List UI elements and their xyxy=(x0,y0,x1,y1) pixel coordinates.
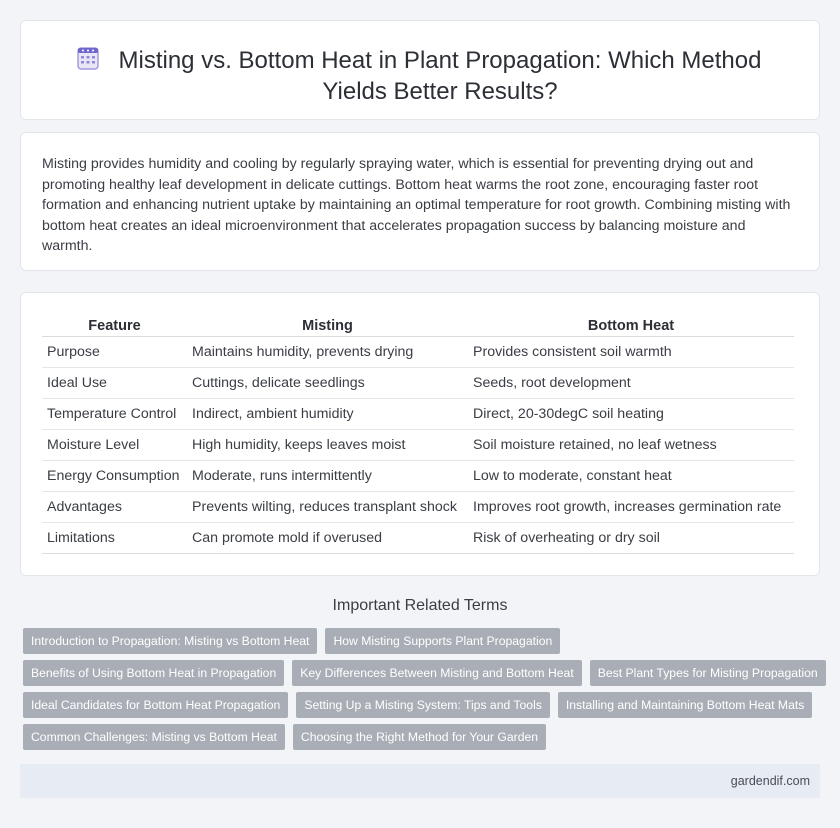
site-name: gardendif.com xyxy=(730,774,810,788)
table-cell: Low to moderate, constant heat xyxy=(468,460,794,491)
chip-row xyxy=(23,692,823,718)
table-cell: Temperature Control xyxy=(42,398,187,429)
table-cell: Cuttings, delicate seedlings xyxy=(187,367,468,398)
table-cell: Improves root growth, increases germination rate xyxy=(468,491,794,522)
page-title: Misting vs. Bottom Heat in Plant Propagation: Which Method Yields Better Results? xyxy=(118,47,762,105)
table-cell: Purpose xyxy=(42,336,187,367)
table-cell: Risk of overheating or dry soil xyxy=(468,522,794,553)
related-term-link[interactable]: Setting Up a Misting System: Tips and Tools xyxy=(296,692,550,718)
table-cell: Soil moisture retained, no leaf wetness xyxy=(468,429,794,460)
table-row xyxy=(42,336,794,367)
related-term-link[interactable]: Common Challenges: Misting vs Bottom Heat xyxy=(23,724,285,750)
table-row xyxy=(42,429,794,460)
related-term-link[interactable]: Best Plant Types for Misting Propagation xyxy=(590,660,826,686)
table-row xyxy=(42,367,794,398)
related-term-link[interactable]: Installing and Maintaining Bottom Heat Mats xyxy=(558,692,812,718)
related-term-link[interactable]: Introduction to Propagation: Misting vs Bottom Heat xyxy=(23,628,317,654)
comparison-table xyxy=(42,316,794,554)
table-cell: Moderate, runs intermittently xyxy=(187,460,468,491)
footer xyxy=(20,764,820,798)
related-term-link[interactable]: Ideal Candidates for Bottom Heat Propagation xyxy=(23,692,288,718)
table-cell: Moisture Level xyxy=(42,429,187,460)
table-header-row xyxy=(42,316,794,336)
table-cell: High humidity, keeps leaves moist xyxy=(187,429,468,460)
intro-paragraph: Misting provides humidity and cooling by regularly spraying water, which is essential for preventing drying out and promoting healthy leaf development in delicate cuttings. Bottom heat warms the root zone, encouraging faster root formation and enhancing nutrient uptake by maintaining an optimal temperature for root growth. Combining misting with bottom heat creates an ideal microenvironment that accelerates propagation success by balancing moisture and warmth. xyxy=(42,156,791,254)
intro-card xyxy=(20,132,820,271)
table-cell: Indirect, ambient humidity xyxy=(187,398,468,429)
table-cell: Direct, 20-30degC soil heating xyxy=(468,398,794,429)
related-term-link[interactable]: How Misting Supports Plant Propagation xyxy=(325,628,560,654)
table-cell: Can promote mold if overused xyxy=(187,522,468,553)
related-term-link[interactable]: Benefits of Using Bottom Heat in Propagation xyxy=(23,660,284,686)
table-row xyxy=(42,491,794,522)
table-cell: Limitations xyxy=(42,522,187,553)
table-cell: Advantages xyxy=(42,491,187,522)
table-cell: Prevents wilting, reduces transplant shock xyxy=(187,491,468,522)
table-cell: Energy Consumption xyxy=(42,460,187,491)
comparison-table-card xyxy=(20,292,820,576)
related-terms-list xyxy=(23,628,823,756)
related-terms-heading: Important Related Terms xyxy=(332,597,508,614)
table-row xyxy=(42,460,794,491)
table-cell: Provides consistent soil warmth xyxy=(468,336,794,367)
table-cell: Ideal Use xyxy=(42,367,187,398)
title-wrap xyxy=(21,45,819,107)
title-card xyxy=(20,20,820,120)
table-row xyxy=(42,398,794,429)
related-term-link[interactable]: Key Differences Between Misting and Bottom Heat xyxy=(292,660,581,686)
chip-row xyxy=(23,628,823,654)
table-cell: Seeds, root development xyxy=(468,367,794,398)
column-header: Misting xyxy=(187,316,468,336)
chip-row xyxy=(23,724,823,750)
table-row xyxy=(42,522,794,553)
table-cell: Maintains humidity, prevents drying xyxy=(187,336,468,367)
column-header: Feature xyxy=(42,316,187,336)
chip-row xyxy=(23,660,823,686)
column-header: Bottom Heat xyxy=(468,316,794,336)
related-term-link[interactable]: Choosing the Right Method for Your Garden xyxy=(293,724,546,750)
